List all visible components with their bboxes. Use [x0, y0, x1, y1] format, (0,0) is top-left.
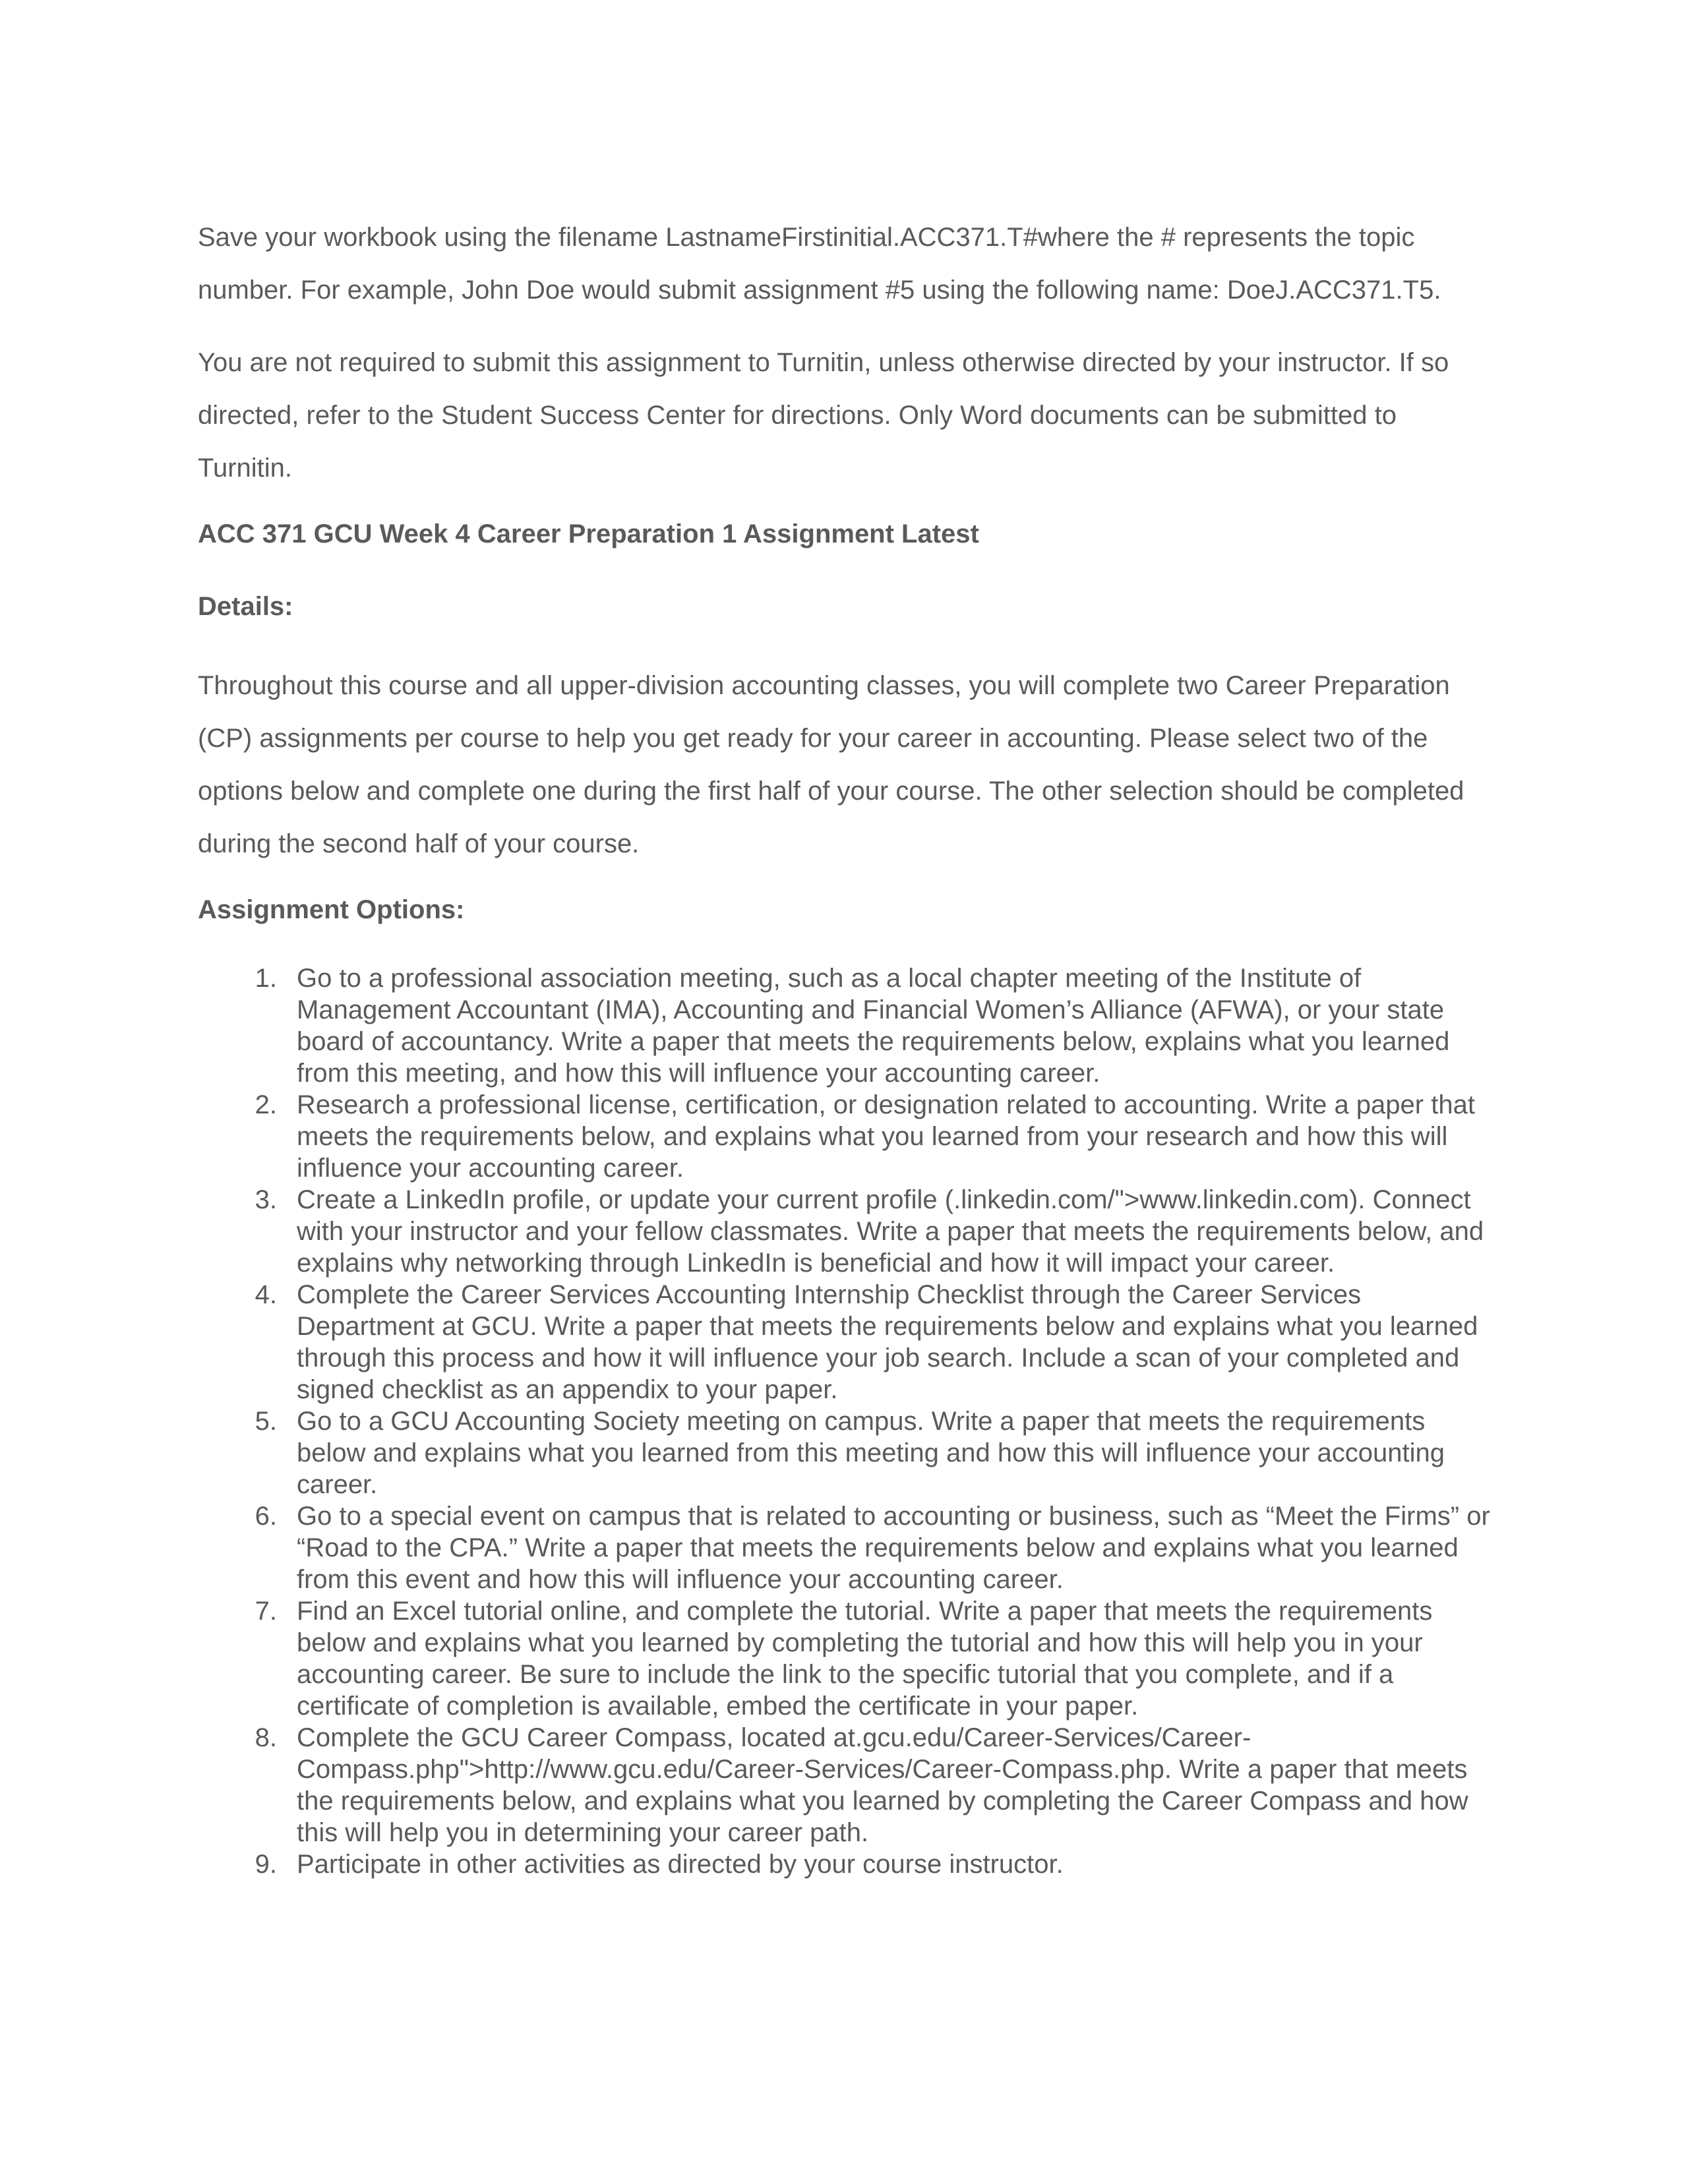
list-item — [198, 1848, 1490, 1880]
list-item — [198, 1279, 1490, 1405]
list-item-text: Create a LinkedIn profile, or update your current profile (.linkedin.com/">www.linkedin.com). Connect with your instructor and your fellow classmates. Write a paper that meets the requirements below, and explains why networking through LinkedIn is beneficial and how it will impact your career. — [297, 1185, 1484, 1278]
details-heading: Details: — [198, 592, 293, 621]
list-item — [198, 1184, 1490, 1279]
list-item-text: Research a professional license, certification, or designation related to accounting. Write a paper that meets the requirements below, and explains what you learned from your research and how this will influence your accounting career. — [297, 1090, 1475, 1183]
list-item — [198, 1500, 1490, 1595]
list-item-number: 9. — [255, 1850, 277, 1879]
list-item-text: Go to a professional association meeting, such as a local chapter meeting of the Institute of Management Accountant (IMA), Accounting and Financial Women’s Alliance (AFWA), or your state board of accountancy. Write a paper that meets the requirements below, explains what you learned from this meeting, and how this will influence your accounting career. — [297, 964, 1450, 1088]
list-item-text: Find an Excel tutorial online, and complete the tutorial. Write a paper that meets the requirements below and explains what you learned by completing the tutorial and how this will help you in your accounting career. Be sure to include the link to the specific tutorial that you complete, and if a certificate of completion is available, embed the certificate in your paper. — [297, 1597, 1433, 1721]
list-item-number: 5. — [255, 1407, 277, 1436]
list-item-number: 8. — [255, 1723, 277, 1752]
list-item — [198, 962, 1490, 1089]
list-item-number: 6. — [255, 1502, 277, 1531]
assignment-options-list — [198, 962, 1490, 1880]
list-item — [198, 1595, 1490, 1722]
details-paragraph: Throughout this course and all upper-division accounting classes, you will complete two Career Preparation (CP) assignments per course to help you get ready for your career in accounting. Please select two of the options below and complete one during the first half of your course. The other selection should be completed during the second half of your course. — [198, 671, 1464, 858]
list-item — [198, 1089, 1490, 1184]
options-heading: Assignment Options: — [198, 895, 465, 924]
list-item-number: 1. — [255, 964, 277, 993]
intro-paragraph-turnitin: You are not required to submit this assignment to Turnitin, unless otherwise directed by your instructor. If so directed, refer to the Student Success Center for directions. Only Word documents can be submitted to Turnitin. — [198, 348, 1449, 483]
list-item — [198, 1722, 1490, 1848]
list-item-number: 3. — [255, 1185, 277, 1214]
list-item — [198, 1405, 1490, 1500]
document-page — [198, 211, 1490, 1880]
assignment-title: ACC 371 GCU Week 4 Career Preparation 1 Assignment Latest — [198, 519, 979, 548]
list-item-text: Complete the GCU Career Compass, located at.gcu.edu/Career-Services/Career-Compass.php">http://www.gcu.edu/Career-Services/Career-Compass.php. Write a paper that meets the requirements below, and explains what you learned by completing the Career Compass and how this will help you in determining your career path. — [297, 1723, 1468, 1847]
list-item-number: 2. — [255, 1090, 277, 1119]
list-item-text: Complete the Career Services Accounting Internship Checklist through the Career Services Department at GCU. Write a paper that meets the requirements below and explains what you learned through this process and how it will influence your job search. Include a scan of your completed and signed checklist as an appendix to your paper. — [297, 1280, 1478, 1404]
intro-paragraph-filename: Save your workbook using the filename LastnameFirstinitial.ACC371.T#where the # represents the topic number. For example, John Doe would submit assignment #5 using the following name: DoeJ.ACC371.T5. — [198, 223, 1441, 305]
list-item-text: Go to a GCU Accounting Society meeting on campus. Write a paper that meets the requirements below and explains what you learned from this meeting and how this will influence your accounting career. — [297, 1407, 1445, 1499]
list-item-number: 7. — [255, 1597, 277, 1626]
list-item-text: Go to a special event on campus that is related to accounting or business, such as “Meet the Firms” or “Road to the CPA.” Write a paper that meets the requirements below and explains what you learned from this event and how this will influence your accounting career. — [297, 1502, 1490, 1594]
list-item-text: Participate in other activities as directed by your course instructor. — [297, 1850, 1064, 1879]
list-item-number: 4. — [255, 1280, 277, 1309]
